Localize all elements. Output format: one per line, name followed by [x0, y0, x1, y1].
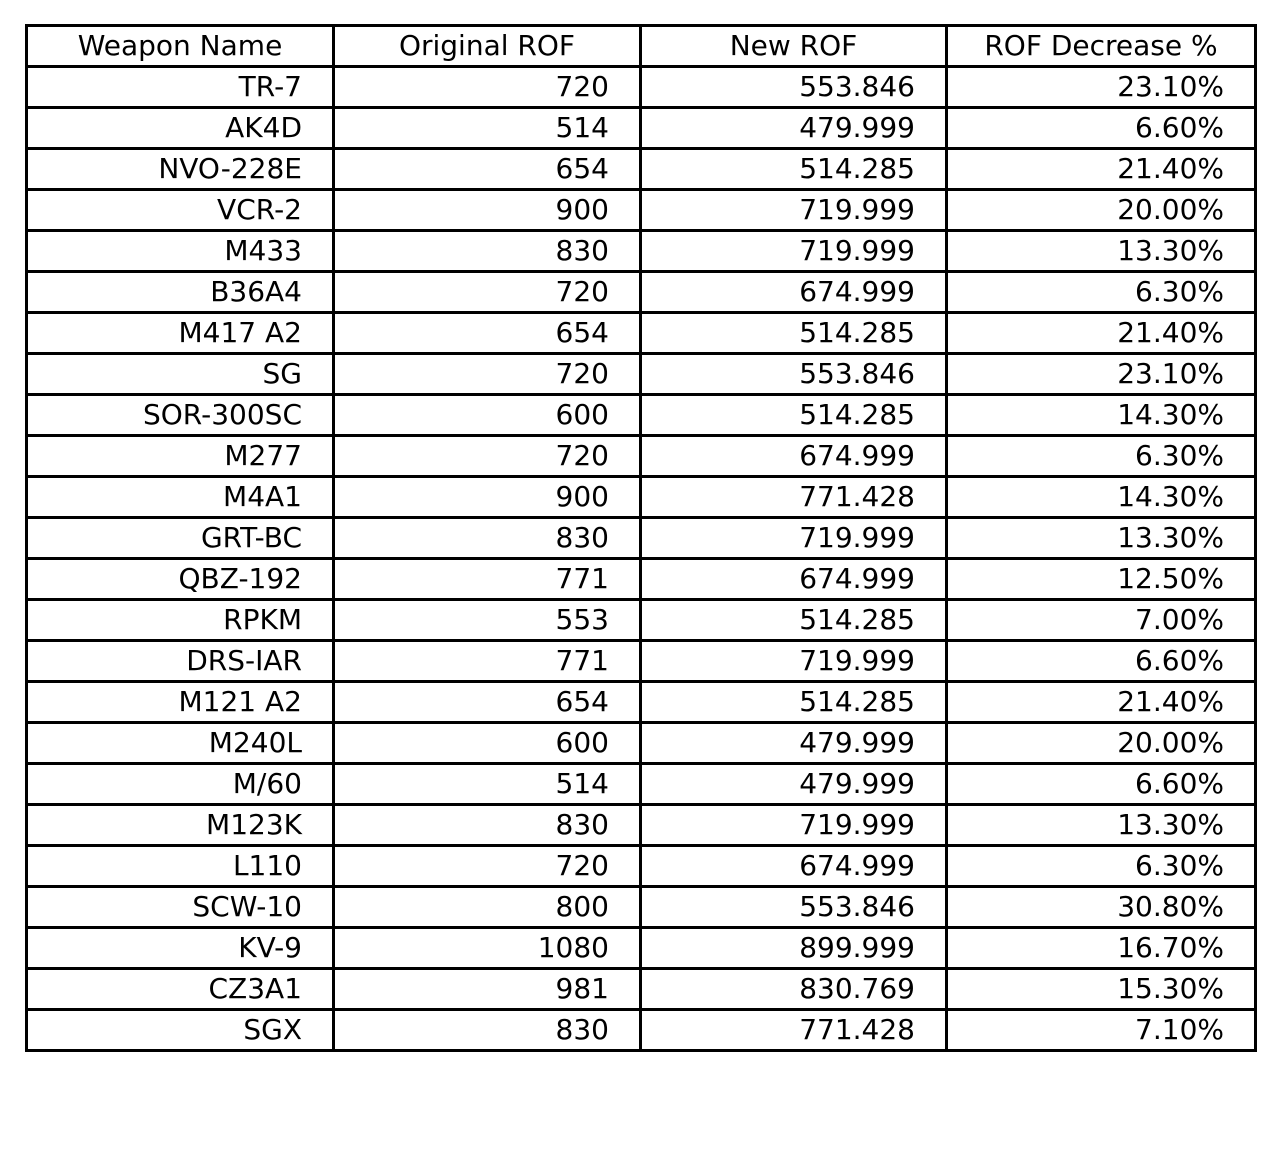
original-rof-cell: 720: [334, 67, 641, 108]
weapon-name-cell: RPKM: [27, 600, 334, 641]
new-rof-cell: 771.428: [641, 1010, 947, 1051]
weapon-name-cell: L110: [27, 846, 334, 887]
original-rof-cell: 600: [334, 395, 641, 436]
rof-decrease-cell: 13.30%: [947, 231, 1256, 272]
table-row: [27, 477, 1256, 518]
rof-decrease-cell: 7.10%: [947, 1010, 1256, 1051]
original-rof-cell: 830: [334, 805, 641, 846]
new-rof-cell: 479.999: [641, 108, 947, 149]
table-row: [27, 928, 1256, 969]
weapon-name-cell: QBZ-192: [27, 559, 334, 600]
rof-decrease-cell: 20.00%: [947, 190, 1256, 231]
rof-decrease-cell: 13.30%: [947, 518, 1256, 559]
table-row: [27, 272, 1256, 313]
original-rof-cell: 830: [334, 231, 641, 272]
original-rof-cell: 553: [334, 600, 641, 641]
new-rof-cell: 479.999: [641, 723, 947, 764]
new-rof-cell: 514.285: [641, 313, 947, 354]
original-rof-cell: 771: [334, 559, 641, 600]
new-rof-cell: 719.999: [641, 641, 947, 682]
new-rof-cell: 830.769: [641, 969, 947, 1010]
rof-decrease-cell: 6.60%: [947, 641, 1256, 682]
new-rof-cell: 719.999: [641, 518, 947, 559]
rof-decrease-cell: 15.30%: [947, 969, 1256, 1010]
rof-decrease-cell: 14.30%: [947, 395, 1256, 436]
new-rof-cell: 719.999: [641, 190, 947, 231]
original-rof-cell: 771: [334, 641, 641, 682]
table-row: [27, 354, 1256, 395]
table-row: [27, 436, 1256, 477]
rof-decrease-cell: 21.40%: [947, 149, 1256, 190]
rof-decrease-cell: 7.00%: [947, 600, 1256, 641]
new-rof-cell: 674.999: [641, 272, 947, 313]
original-rof-cell: 981: [334, 969, 641, 1010]
original-rof-cell: 830: [334, 1010, 641, 1051]
new-rof-cell: 719.999: [641, 231, 947, 272]
rof-decrease-cell: 6.60%: [947, 108, 1256, 149]
original-rof-cell: 720: [334, 272, 641, 313]
weapon-name-cell: B36A4: [27, 272, 334, 313]
weapon-name-cell: VCR-2: [27, 190, 334, 231]
weapon-name-cell: SG: [27, 354, 334, 395]
weapon-name-cell: SGX: [27, 1010, 334, 1051]
weapon-name-cell: AK4D: [27, 108, 334, 149]
table-row: [27, 395, 1256, 436]
rof-decrease-cell: 16.70%: [947, 928, 1256, 969]
new-rof-cell: 553.846: [641, 354, 947, 395]
table-row: [27, 969, 1256, 1010]
weapon-name-cell: M121 A2: [27, 682, 334, 723]
original-rof-cell: 720: [334, 846, 641, 887]
table-row: [27, 846, 1256, 887]
original-rof-cell: 654: [334, 149, 641, 190]
original-rof-cell: 514: [334, 108, 641, 149]
new-rof-cell: 514.285: [641, 600, 947, 641]
table-row: [27, 149, 1256, 190]
original-rof-cell: 514: [334, 764, 641, 805]
rof-decrease-cell: 12.50%: [947, 559, 1256, 600]
weapon-name-cell: CZ3A1: [27, 969, 334, 1010]
weapon-name-cell: M240L: [27, 723, 334, 764]
weapon-name-cell: SOR-300SC: [27, 395, 334, 436]
table-row: [27, 764, 1256, 805]
rof-decrease-cell: 21.40%: [947, 682, 1256, 723]
rof-decrease-cell: 30.80%: [947, 887, 1256, 928]
table-row: [27, 641, 1256, 682]
rof-decrease-cell: 6.60%: [947, 764, 1256, 805]
original-rof-cell: 800: [334, 887, 641, 928]
rof-decrease-cell: 6.30%: [947, 846, 1256, 887]
weapon-name-cell: M4A1: [27, 477, 334, 518]
original-rof-cell: 654: [334, 682, 641, 723]
rof-decrease-cell: 20.00%: [947, 723, 1256, 764]
weapon-name-cell: M/60: [27, 764, 334, 805]
table-row: [27, 518, 1256, 559]
new-rof-cell: 719.999: [641, 805, 947, 846]
table-row: [27, 313, 1256, 354]
weapon-name-cell: KV-9: [27, 928, 334, 969]
header-row: [27, 26, 1256, 67]
table-body: [27, 67, 1256, 1051]
rof-decrease-cell: 23.10%: [947, 67, 1256, 108]
original-rof-cell: 830: [334, 518, 641, 559]
table-row: [27, 190, 1256, 231]
rof-decrease-cell: 14.30%: [947, 477, 1256, 518]
new-rof-cell: 553.846: [641, 67, 947, 108]
new-rof-cell: 514.285: [641, 149, 947, 190]
table-row: [27, 559, 1256, 600]
new-rof-cell: 899.999: [641, 928, 947, 969]
table-row: [27, 723, 1256, 764]
original-rof-cell: 720: [334, 354, 641, 395]
table-row: [27, 805, 1256, 846]
table-row: [27, 1010, 1256, 1051]
header-new-rof: New ROF: [641, 26, 947, 67]
weapon-name-cell: SCW-10: [27, 887, 334, 928]
weapon-name-cell: GRT-BC: [27, 518, 334, 559]
table-row: [27, 108, 1256, 149]
weapon-name-cell: M417 A2: [27, 313, 334, 354]
weapon-name-cell: M277: [27, 436, 334, 477]
header-original-rof: Original ROF: [334, 26, 641, 67]
rof-decrease-cell: 6.30%: [947, 436, 1256, 477]
rof-decrease-cell: 21.40%: [947, 313, 1256, 354]
original-rof-cell: 1080: [334, 928, 641, 969]
weapon-name-cell: M123K: [27, 805, 334, 846]
header-rof-decrease: ROF Decrease %: [947, 26, 1256, 67]
table-row: [27, 600, 1256, 641]
new-rof-cell: 674.999: [641, 559, 947, 600]
table-row: [27, 67, 1256, 108]
new-rof-cell: 479.999: [641, 764, 947, 805]
new-rof-cell: 771.428: [641, 477, 947, 518]
original-rof-cell: 654: [334, 313, 641, 354]
new-rof-cell: 674.999: [641, 846, 947, 887]
original-rof-cell: 600: [334, 723, 641, 764]
new-rof-cell: 674.999: [641, 436, 947, 477]
new-rof-cell: 514.285: [641, 682, 947, 723]
table-row: [27, 231, 1256, 272]
table-row: [27, 887, 1256, 928]
rof-table: [25, 24, 1257, 1052]
rof-decrease-cell: 23.10%: [947, 354, 1256, 395]
weapon-name-cell: DRS-IAR: [27, 641, 334, 682]
original-rof-cell: 720: [334, 436, 641, 477]
weapon-name-cell: TR-7: [27, 67, 334, 108]
weapon-name-cell: M433: [27, 231, 334, 272]
new-rof-cell: 553.846: [641, 887, 947, 928]
original-rof-cell: 900: [334, 190, 641, 231]
header-weapon-name: Weapon Name: [27, 26, 334, 67]
new-rof-cell: 514.285: [641, 395, 947, 436]
rof-decrease-cell: 13.30%: [947, 805, 1256, 846]
original-rof-cell: 900: [334, 477, 641, 518]
rof-decrease-cell: 6.30%: [947, 272, 1256, 313]
table-row: [27, 682, 1256, 723]
weapon-name-cell: NVO-228E: [27, 149, 334, 190]
